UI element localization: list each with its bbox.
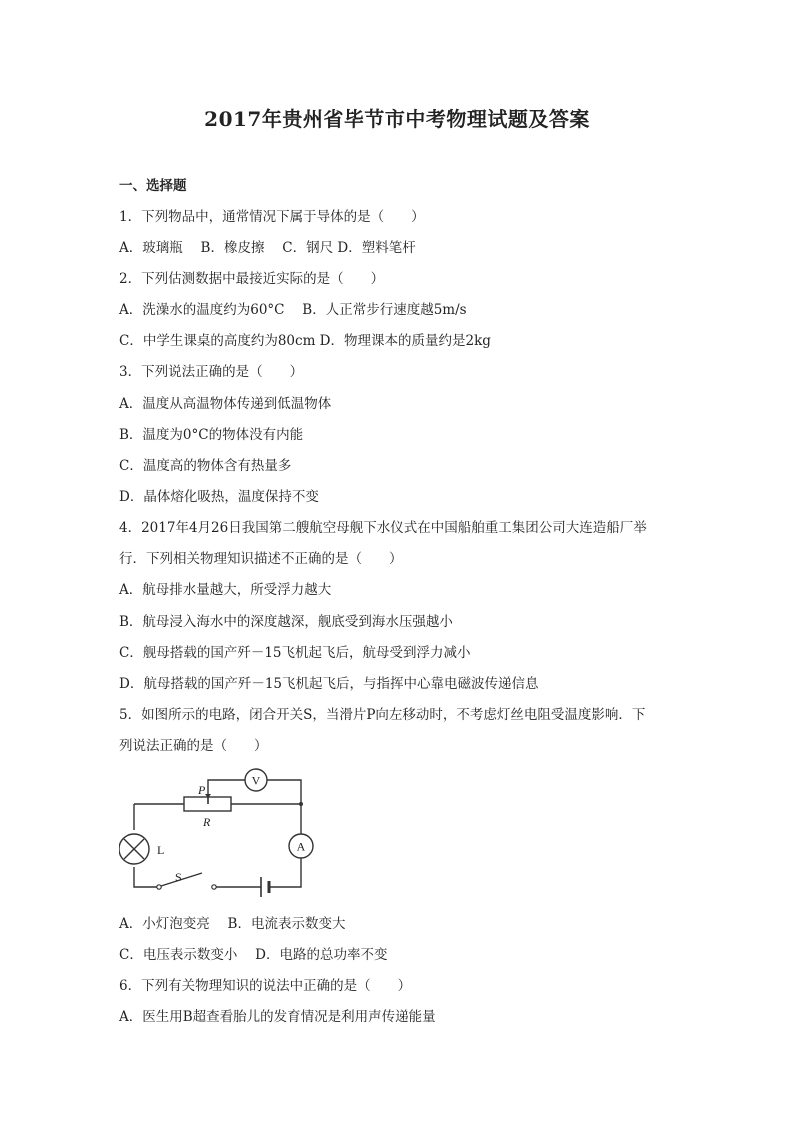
- q6-stem: 6．下列有关物理知识的说法中正确的是（ ）: [119, 978, 412, 994]
- q1-stem: 1．下列物品中，通常情况下属于导体的是（ ）: [119, 209, 425, 225]
- q5-options-cd: C．电压表示数变小 D．电路的总功率不变: [119, 947, 388, 963]
- junction-dot: [299, 802, 303, 806]
- q2-stem: 2．下列估测数据中最接近实际的是（ ）: [119, 271, 385, 287]
- q5-stem-line2: 列说法正确的是（ ）: [119, 738, 268, 754]
- bottom-left-wire: [134, 867, 159, 887]
- voltmeter-left-wire: [208, 780, 245, 804]
- q1-options: A．玻璃瓶 B．橡皮擦 C．钢尺 D．塑料笔杆: [119, 240, 416, 256]
- q4-option-d: D．航母搭载的国产歼－15飞机起飞后，与指挥中心靠电磁波传递信息: [119, 676, 539, 692]
- q3-stem: 3．下列说法正确的是（ ）: [119, 364, 304, 380]
- resistor-label: R: [203, 815, 211, 829]
- section-heading: 一、选择题: [119, 178, 187, 194]
- q4-stem-line2: 行．下列相关物理知识描述不正确的是（ ）: [119, 551, 403, 567]
- q2-options-cd: C．中学生课桌的高度约为80cm D．物理课本的质量约是2kg: [119, 333, 491, 349]
- q2-options-ab: A．洗澡水的温度约为60°C B．人正常步行速度越5m/s: [119, 302, 467, 318]
- q4-option-a: A．航母排水量越大，所受浮力越大: [119, 582, 332, 598]
- q4-option-c: C．舰母搭载的国产歼－15飞机起飞后，航母受到浮力减小: [119, 645, 471, 661]
- lamp-label: L: [157, 843, 165, 857]
- page-title: 2017年贵州省毕节市中考物理试题及答案: [204, 107, 590, 131]
- switch-contact-right: [212, 885, 216, 889]
- switch-label: S: [175, 870, 182, 884]
- voltmeter-right-wire: [267, 780, 301, 804]
- q6-option-a: A．医生用B超查看胎儿的发育情况是利用声传递能量: [119, 1009, 436, 1025]
- switch-contact-left: [157, 885, 161, 889]
- q3-option-a: A．温度从高温物体传递到低温物体: [119, 396, 332, 412]
- right-vertical-wire-bottom: [269, 858, 301, 887]
- q5-options-ab: A．小灯泡变亮 B．电流表示数变大: [119, 916, 346, 932]
- q3-option-b: B．温度为0°C的物体没有内能: [119, 427, 304, 443]
- q3-option-d: D．晶体熔化吸热，温度保持不变: [119, 489, 319, 505]
- slider-label: P: [198, 783, 206, 797]
- q5-stem-line1: 5．如图所示的电路，闭合开关S，当滑片P向左移动时，不考虑灯丝电阻受温度影响．下: [119, 707, 646, 723]
- q3-option-c: C．温度高的物体含有热量多: [119, 458, 292, 474]
- ammeter-label: A: [296, 839, 306, 854]
- circuit-diagram: [119, 764, 319, 898]
- q4-stem-line1: 4．2017年4月26日我国第二艘航空母舰下水仪式在中国船舶重工集团公司大连造船厂举: [119, 520, 647, 536]
- q4-option-b: B．航母浸入海水中的深度越深，舰底受到海水压强越小: [119, 614, 453, 630]
- voltmeter-label: V: [251, 773, 261, 788]
